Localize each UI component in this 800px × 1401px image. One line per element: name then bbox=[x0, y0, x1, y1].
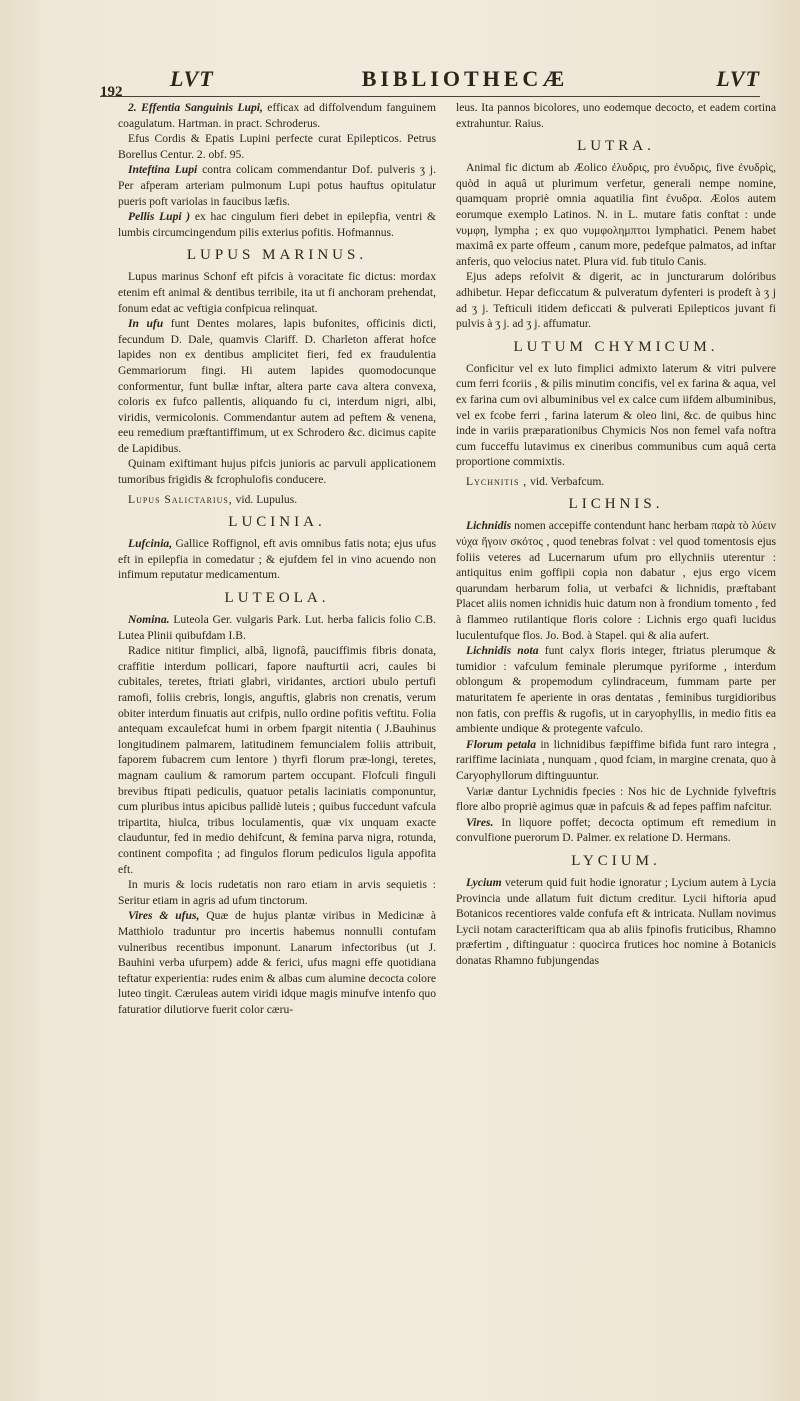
entry-text: veterum quid fuit hodie ignoratur ; Lycium autem à Lycia Provincia unde allatum fuit dictum creditur. Lycii hiftoria apud Botanicos recentiores valde confufa eft & intricata. Nullam novimus Lycii notam caracterifticam qua ab aliis fpinofis fruticibus, Rhamno præfertim , diftinguatur : quocirca frutices hoc nomine à Botanicis donatas Rhamno fubjungendas bbox=[456, 875, 776, 967]
entry-quinam bbox=[118, 456, 436, 487]
entry-text: Conficitur vel ex luto fimplici admixto laterum & vitri pulvere cum ferri fcoriis , & pilis minutim concifis, vel ex farina & aqua, vel ex farina cum ovi albuminibus vel ex calce cum iifdem albuminibus, vel ex fcobe ferri , farina laterum & oleo lini, &c. de quibus hinc inde in variis præparationibus Chymicis Nos non femel vafa noftra cum fucceffu lutavimus ex cineribus communibus cum aquâ certa proportione commixtis. bbox=[456, 361, 776, 469]
entry-lutra bbox=[456, 160, 776, 269]
entry-text: efficax ad diffolvendum fanguinem coagulatum. Hartman. in pract. Schroderus. bbox=[118, 101, 436, 130]
reference-text: vid. Verbafcum. bbox=[530, 474, 605, 488]
reference-text: vid. Lupulus. bbox=[235, 492, 298, 506]
section-heading-luteola: LUTEOLA. bbox=[224, 590, 330, 607]
entry-text: Luteola Ger. vulgaris Park. Lut. herba falicis folio C.B. Lutea Plinii quibufdam I.B. bbox=[118, 613, 436, 642]
entry-text: funt calyx floris integer, ftriatus plerumque & tumidior : vafculum feminale plerumque pyriforme , interdum oblongum & propemodum cylindraceum, fummam parte per maturitatem fe aperiente in oras dentatas , feminibus turgidioribus non fatis, con preffis & rugofis, ut in caryophyllis, in medio fitis ea ambiente undique & protegente vafculo. bbox=[456, 644, 776, 736]
entry-luscinia bbox=[118, 536, 436, 583]
entry-heading: Lycium bbox=[466, 875, 502, 889]
entry-text: Gallice Roffignol, eft avis omnibus fatis nota; ejus ufus eft in epilepfia in comedatur ; & ejufdem fel in vino acuendo non infimum reputatur medicamentum. bbox=[118, 537, 436, 582]
reference-heading: Lychnitis , bbox=[466, 474, 528, 488]
entry-heading: Nomina. bbox=[128, 613, 170, 627]
entry-luteola-description bbox=[118, 643, 436, 877]
entry-heading: Lufcinia, bbox=[128, 537, 173, 551]
entry-heading: Vires. bbox=[466, 815, 494, 829]
section-heading-lycium: LYCIUM. bbox=[571, 852, 661, 869]
entry-lutra-adeps bbox=[456, 269, 776, 331]
entry-heading: Florum petala bbox=[466, 737, 537, 751]
entry-text: contra colicam commendantur Dof. pulveris ʒ j. Per afperam arteriam pulmonum Lupi potus hauftus opitulatur pueris poft variolas in faucibus læfis. bbox=[118, 163, 436, 208]
entry-text: leus. Ita pannos bicolores, uno eodemque decocto, et eadem cortina extrahuntur. Raius. bbox=[456, 101, 776, 130]
left-running-head: LVT bbox=[170, 66, 214, 91]
entry-text: funt Dentes molares, lapis bufonites, officinis dicti, fecundum D. Dale, quamvis Clariff. D. Charleton afferat hofce lapides non ex dentibus amplicitet fieri, fed ex fraudulentia Gemmariorum fingi. Hi autem lapides quomodocunque conformentur, funt bullæ inftar, altera parte cava altera convexa, coloris ex fufco pallentis, aliquando fu ci, interdum nigri, albi, viridis, vermicolonis. Commendantur autem ad peftem & venena, eeu remedium præftantiffimum, ut ex Schrodero &c. dicimus capite de Lapidibus. bbox=[118, 317, 436, 455]
entry-continued-text bbox=[456, 100, 776, 131]
entry-lichnidis-nota bbox=[456, 643, 776, 737]
entry-intestina-lupi bbox=[118, 162, 436, 209]
entry-lupus-marinus bbox=[118, 269, 436, 316]
entry-luteola-habitat bbox=[118, 877, 436, 908]
entry-lichnidis-nomen bbox=[456, 518, 776, 643]
right-running-head: LVT bbox=[716, 66, 760, 91]
section-heading-lutra: LUTRA. bbox=[577, 138, 655, 155]
section-heading-lucinia: LUCINIA. bbox=[228, 514, 326, 531]
section-heading-lupus-marinus: LUPUS MARINUS. bbox=[186, 247, 368, 264]
right-column bbox=[456, 100, 776, 1387]
entry-text: Radice nititur fimplici, albâ, lignofâ, pauciffimis fibris donata, craffitie interdum pollicari, fapore naufturtii acri, caules bi cubitales, teretes, ftriati glabri, viridantes, arctiori ubulo pertufi ramofi, foliis crebris, longis, anguftis, glabris non crenatis, verum obiter interdum finuatis aut crifpis, nullo ordine pofitis veftitu. Folia antequam excaulefcat humi in orbem fpargit nitentia ( J.Bauhinus longitudinem palmarem, latitudinem femuncialem foliis attribuit, faporem fubacrem cum lentore ) thyrfi florum præ-longi, teretes, magnam caulium & ramorum partem occupant. Flofculi finguli brevibus ftipati pediculis, quatuor petalis laciniatis componuntur, cum pluribus intus apicibus pallidè luteis ; quibus fuccedunt vafcula tripartita, hiulca, tribus loculamentis, quæ vix unquam exacte clauduntur, fed in medio dehifcunt, & femina parva nigra, rotunda, continent compofita ; ad fingulos florum pediculos ligula appofita eft. bbox=[118, 644, 436, 876]
cross-reference-lupus-salictarius bbox=[118, 492, 436, 508]
entry-heading: Lichnidis nota bbox=[466, 644, 539, 658]
entry-esus-cordis bbox=[118, 131, 436, 162]
entry-heading: In ufu bbox=[128, 317, 164, 331]
entry-heading: Pellis Lupi ) bbox=[128, 210, 191, 224]
entry-luteola-vires bbox=[118, 908, 436, 1017]
entry-text: Lupus marinus Schonf eft pifcis à voracitate fic dictus: mordax etenim eft animal & dentibus terribile, ita ut fi anchoram prehendat, fonum edat ac veftigia confpicua relinquat. bbox=[118, 270, 436, 315]
entry-text: Efus Cordis & Epatis Lupini perfecte curat Epilepticos. Petrus Borellus Centur. 2. obf. 95. bbox=[118, 132, 436, 161]
entry-heading: 2. Effentia Sanguinis Lupi, bbox=[128, 101, 263, 114]
entry-text: In liquore poffet; decocta optimum eft remedium in convulfione puerorum D. Palmer. ex relatione D. Hermans. bbox=[456, 815, 776, 845]
entry-variae-species bbox=[456, 784, 776, 815]
entry-lutum-chymicum bbox=[456, 361, 776, 470]
header-rule bbox=[100, 96, 760, 97]
entry-luteola-nomina bbox=[118, 612, 436, 643]
entry-text: nomen accepiffe contendunt hanc herbam παρὰ τὸ λύειν νύχα ἤγοιν σκότος , quod tenebras folvat : vel quod tomentosis ejus foliis veteres ad Lucernarum ufum pro ellychniis uterentur : antiquitus enim goffipii copia non dabatur , ejus ergo vicem quarundam herbarum folia, ut verbafci & lichnidis, præftabant Placet aliis nomen ichnidis huic datum non à frondium tomento , fed à flammeo rutilantique floris colore : Lichnis ergo quafi lucidus luculentufque flos. Jo. Bod. à Stapel. qui & alia aufert. bbox=[456, 519, 776, 642]
entry-text: Ejus adeps refolvit & digerit, ac in juncturarum dolóribus adhibetur. Hepar deficcatum & pulveratum dyfenteri is prodeft à ʒ j ad ʒ j. Tefticuli itidem deficcati & pulverati Epilepticos juvant fi pulvis à ʒ j. ad ʒ j. affumatur. bbox=[456, 270, 776, 331]
entry-text: Variæ dantur Lychnidis fpecies : Nos hic de Lychnide fylveftris flore albo propriè agimus quæ in pafcuis & ad fepes paffim nafcitur. bbox=[456, 784, 776, 814]
running-header bbox=[100, 58, 760, 100]
cross-reference-lychnitis bbox=[456, 474, 776, 490]
entry-lycium bbox=[456, 875, 776, 969]
left-column bbox=[118, 100, 436, 1387]
entry-florum-petala bbox=[456, 737, 776, 784]
section-heading-lutum-chymicum: LUTUM CHYMICUM. bbox=[513, 338, 719, 355]
entry-text: Quinam exiftimant hujus pifcis junioris ac parvuli applicationem tumoribus frigidis & fcrophulofis conducere. bbox=[118, 457, 436, 487]
entry-lichnis-vires bbox=[456, 815, 776, 846]
entry-text: in lichnidibus fæpiffime bifida funt raro integra , rariffime laciniata , nunquam , quod fciam, in margine crenata, quo à Caryophyllorum diftinguuntur. bbox=[456, 737, 776, 782]
page-number: 192 bbox=[100, 84, 123, 100]
entry-essentia-sanguinis bbox=[118, 100, 436, 131]
center-running-head: BIBLIOTHECÆ bbox=[361, 66, 569, 91]
section-heading-lichnis: LICHNIS. bbox=[568, 496, 664, 513]
entry-in-usu bbox=[118, 316, 436, 456]
entry-text: Animal fic dictum ab Æolico ἐλυδρις, pro ἐνυδρις, five ἐνυδρὶς, quòd in aquâ ut plurimum verfetur, generali nempe nomine, quamquam propriè omnia aquatilia fint ἐνυδρα. Æolos autem eorumque exemplo Latinos. N. in L. mutare fatis conftat : unde νυμφη, lympha ; ex quo νυμφολημπτοι lymphatici. Penem habet maximâ ex parte offeum , canum more, pedefque palmatos, ad inftar anferis, quo velocius natet. Plura vid. fub titulo Canis. bbox=[456, 161, 776, 268]
entry-text: In muris & locis rudetatis non raro etiam in arvis sequietis : Seritur etiam in agris ad ufum tinctorum. bbox=[118, 878, 436, 907]
entry-pellis-lupi bbox=[118, 209, 436, 240]
entry-heading: Inteftina Lupi bbox=[128, 163, 198, 177]
reference-heading: Lupus Salictarius, bbox=[128, 492, 233, 506]
entry-heading: Lichnidis bbox=[466, 519, 512, 533]
entry-heading: Vires & ufus, bbox=[128, 909, 200, 923]
entry-text: Quæ de hujus plantæ viribus in Medicinæ à Matthiolo traduntur pro incertis habemus nonnulli contufam vulneribus recentibus imponunt. Lanarum infectoribus (ut J. Bauhini verba ufurpem) adde & ferici, ufus magni effe quotidiana teftatur experientia: rudes enim & albas cum alumine decocta colore luteo tingit. Cæruleas autem viridi idque magis minufve intenfo quo faturatior dilutiorve fuerit color cæru- bbox=[118, 909, 436, 1016]
entry-text: ex hac cingulum fieri debet in epilepfia, ventri & lumbis circumcingendum pilis exterius pofitis. Hofmannus. bbox=[118, 210, 436, 239]
